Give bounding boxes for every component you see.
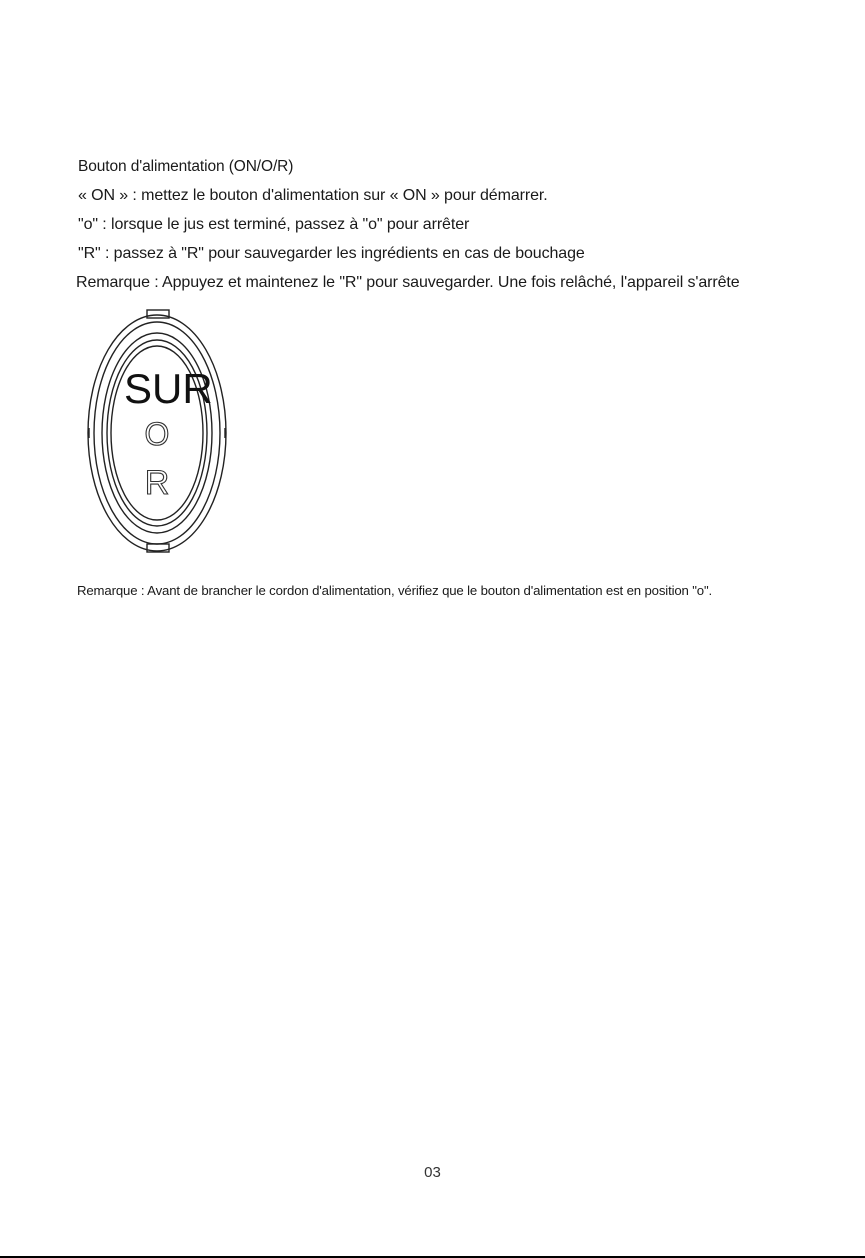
- instruction-remark: Remarque : Appuyez et maintenez le "R" pour sauvegarder. Une fois relâché, l'appareil s'arrête: [76, 274, 740, 291]
- power-button-instructions: [78, 152, 858, 297]
- switch-label-r: R: [144, 464, 170, 502]
- instruction-r: "R" : passez à "R" pour sauvegarder les ingrédients en cas de bouchage: [78, 245, 585, 262]
- switch-top-clip: [147, 310, 169, 318]
- power-switch-diagram: [84, 308, 234, 558]
- instruction-o: "o" : lorsque le jus est terminé, passez à "o" pour arrêter: [78, 216, 470, 233]
- instruction-on: « ON » : mettez le bouton d'alimentation sur « ON » pour démarrer.: [78, 187, 548, 204]
- switch-label-on: SUR: [124, 365, 213, 412]
- switch-label-o: O: [144, 416, 170, 452]
- power-switch-illustration: [84, 308, 234, 558]
- page-number: 03: [424, 1164, 441, 1181]
- instructions-title: Bouton d'alimentation (ON/O/R): [78, 158, 294, 175]
- power-cord-remark: Remarque : Avant de brancher le cordon d'alimentation, vérifiez que le bouton d'alimentation est en position "o".: [77, 583, 713, 598]
